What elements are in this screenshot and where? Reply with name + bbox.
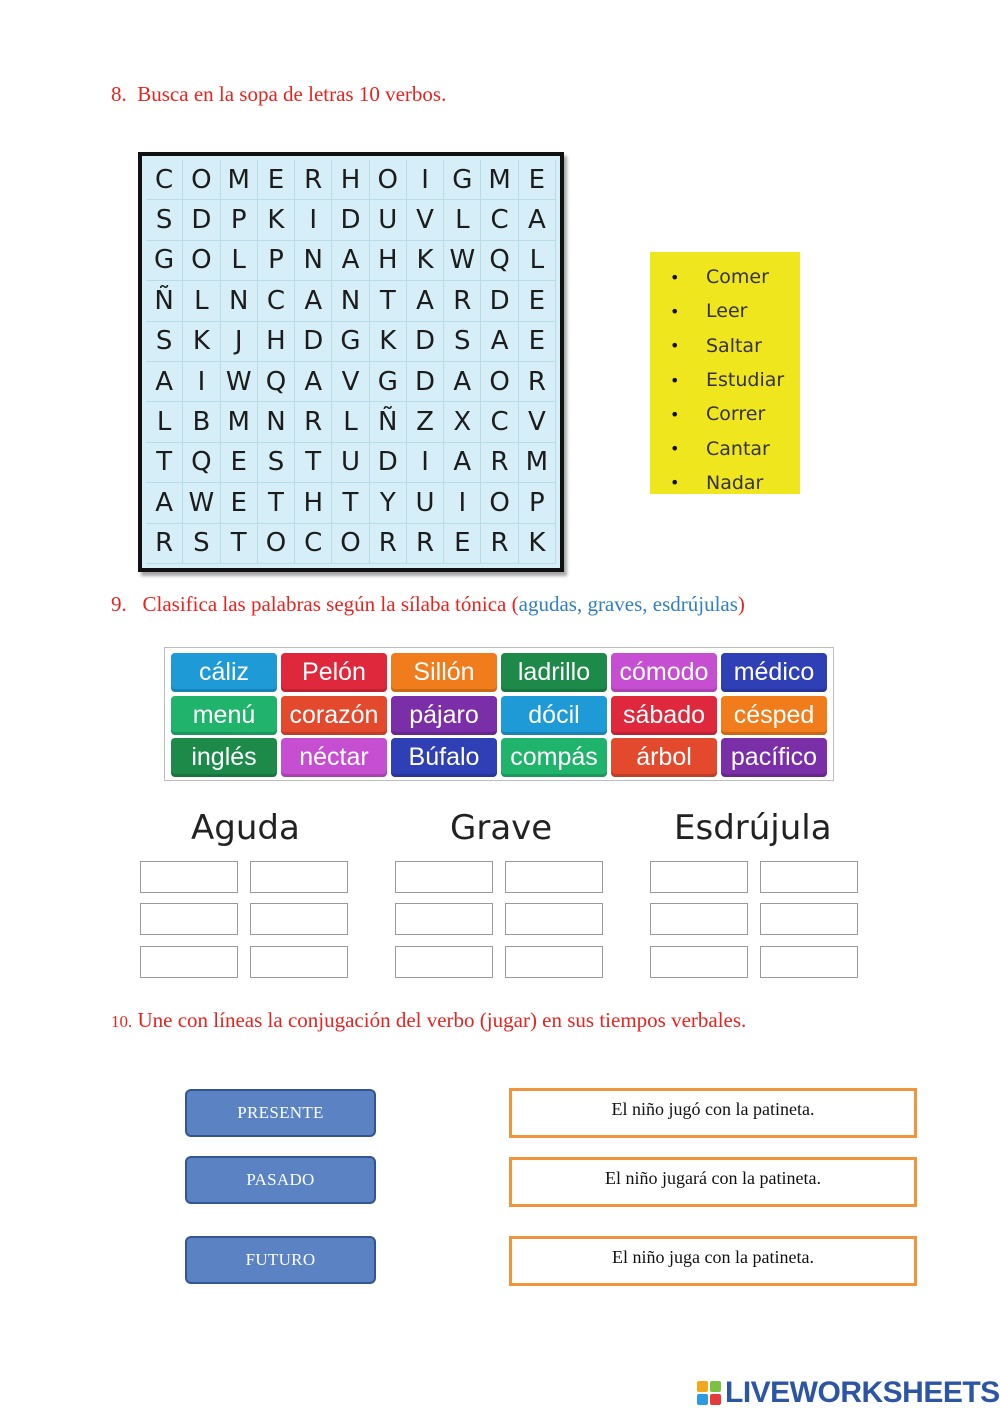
grid-cell[interactable]: L — [332, 402, 369, 442]
grid-cell[interactable]: H — [332, 160, 369, 200]
grid-cell[interactable]: T — [146, 443, 183, 483]
verb-text: Saltar — [706, 334, 762, 357]
word-tile[interactable]: árbol — [611, 738, 717, 777]
grid-cell[interactable]: U — [370, 200, 407, 240]
grid-cell[interactable]: C — [481, 402, 518, 442]
sentence-juga[interactable]: El niño juga con la patineta. — [509, 1236, 917, 1286]
word-tile[interactable]: pájaro — [391, 696, 497, 735]
verb-text: Correr — [706, 403, 766, 426]
grid-cell[interactable]: V — [407, 200, 444, 240]
word-tile[interactable]: cómodo — [611, 653, 717, 692]
grid-cell[interactable]: O — [370, 160, 407, 200]
liveworksheets-logo — [697, 1376, 1000, 1410]
grid-cell[interactable]: R — [370, 524, 407, 564]
sentence-jugo[interactable]: El niño jugó con la patineta. — [509, 1088, 917, 1138]
grid-cell[interactable]: R — [407, 524, 444, 564]
bullet-icon: • — [670, 336, 680, 356]
grid-cell[interactable]: W — [221, 362, 258, 402]
word-tile[interactable]: médico — [721, 653, 827, 692]
question-10-text: Une con líneas la conjugación del verbo (jugar) en sus tiempos verbales. — [137, 1008, 747, 1032]
grid-cell[interactable]: E — [221, 483, 258, 523]
grid-cell[interactable]: L — [146, 402, 183, 442]
grid-cell[interactable]: E — [258, 160, 295, 200]
grid-cell[interactable]: M — [519, 443, 556, 483]
question-9-highlight: agudas, graves, esdrújulas — [518, 592, 738, 616]
logo-mark-icon — [697, 1381, 721, 1405]
grid-cell[interactable]: D — [332, 200, 369, 240]
grid-cell[interactable]: D — [183, 200, 220, 240]
grid-cell[interactable]: G — [146, 241, 183, 281]
grid-cell[interactable]: X — [444, 402, 481, 442]
grid-cell[interactable]: P — [258, 241, 295, 281]
verb-list-item — [670, 329, 800, 363]
word-tile[interactable]: corazón — [281, 696, 387, 735]
word-tile[interactable]: cáliz — [171, 653, 277, 692]
word-tile[interactable]: dócil — [501, 696, 607, 735]
grid-cell[interactable]: U — [332, 443, 369, 483]
grid-cell[interactable]: D — [295, 322, 332, 362]
grid-cell[interactable]: V — [332, 362, 369, 402]
grid-cell[interactable]: L — [519, 241, 556, 281]
grid-cell[interactable]: Q — [183, 443, 220, 483]
answer-slot-grave[interactable] — [505, 903, 603, 935]
grid-cell[interactable]: O — [183, 160, 220, 200]
answer-slot-aguda[interactable] — [250, 861, 348, 893]
grid-cell[interactable]: K — [370, 322, 407, 362]
grid-cell[interactable]: A — [444, 362, 481, 402]
grid-cell[interactable]: R — [519, 362, 556, 402]
bullet-icon: • — [670, 404, 680, 424]
bullet-icon: • — [670, 370, 680, 390]
grid-cell[interactable]: A — [519, 200, 556, 240]
grid-cell[interactable]: C — [481, 200, 518, 240]
answer-slot-grave[interactable] — [395, 861, 493, 893]
answer-slot-grave[interactable] — [395, 903, 493, 935]
grid-cell[interactable]: S — [444, 322, 481, 362]
grid-cell[interactable]: E — [444, 524, 481, 564]
category-aguda-heading: Aguda — [191, 808, 300, 848]
grid-cell[interactable]: E — [519, 160, 556, 200]
grid-cell[interactable]: G — [332, 322, 369, 362]
answer-slot-grave[interactable] — [505, 946, 603, 978]
word-tile[interactable]: inglés — [171, 738, 277, 777]
word-tile[interactable]: pacífico — [721, 738, 827, 777]
answer-slot-esdrujula[interactable] — [650, 903, 748, 935]
question-9-number: 9. — [111, 592, 127, 616]
word-tile[interactable]: menú — [171, 696, 277, 735]
answer-slot-aguda[interactable] — [140, 946, 238, 978]
grid-cell[interactable]: B — [183, 402, 220, 442]
grid-cell[interactable]: S — [146, 200, 183, 240]
verb-list-item — [670, 431, 800, 465]
grid-cell[interactable]: O — [258, 524, 295, 564]
bullet-icon: • — [670, 301, 680, 321]
grid-cell[interactable]: R — [481, 524, 518, 564]
grid-cell[interactable]: K — [407, 241, 444, 281]
grid-cell[interactable]: T — [370, 281, 407, 321]
grid-cell[interactable]: D — [407, 362, 444, 402]
grid-cell[interactable]: A — [295, 362, 332, 402]
grid-cell[interactable]: A — [295, 281, 332, 321]
grid-cell[interactable]: R — [295, 160, 332, 200]
grid-cell[interactable]: M — [481, 160, 518, 200]
grid-cell[interactable]: O — [481, 362, 518, 402]
grid-cell[interactable]: S — [258, 443, 295, 483]
grid-cell[interactable]: N — [295, 241, 332, 281]
grid-cell[interactable]: Z — [407, 402, 444, 442]
grid-cell[interactable]: P — [519, 483, 556, 523]
verb-text: Cantar — [706, 437, 770, 460]
grid-cell[interactable]: I — [407, 160, 444, 200]
verb-list-item — [670, 397, 800, 431]
word-search-grid — [138, 152, 564, 572]
word-tile[interactable]: Sillón — [391, 653, 497, 692]
grid-cell[interactable]: P — [221, 200, 258, 240]
tense-pasado[interactable]: PASADO — [185, 1156, 376, 1204]
answer-slot-esdrujula[interactable] — [650, 861, 748, 893]
grid-cell[interactable]: A — [444, 443, 481, 483]
grid-cell[interactable]: V — [519, 402, 556, 442]
grid-cell[interactable]: Y — [370, 483, 407, 523]
grid-cell[interactable]: U — [407, 483, 444, 523]
bullet-icon: • — [670, 267, 680, 287]
answer-slot-esdrujula[interactable] — [650, 946, 748, 978]
grid-cell[interactable]: S — [183, 524, 220, 564]
question-8-title — [111, 82, 446, 107]
answer-slot-esdrujula[interactable] — [760, 903, 858, 935]
grid-cell[interactable]: A — [481, 322, 518, 362]
grid-cell[interactable]: Q — [481, 241, 518, 281]
bullet-icon: • — [670, 439, 680, 459]
tense-futuro[interactable]: FUTURO — [185, 1236, 376, 1284]
verb-text: Leer — [706, 300, 748, 323]
grid-cell[interactable]: N — [258, 402, 295, 442]
grid-cell[interactable]: D — [481, 281, 518, 321]
grid-cell[interactable]: K — [258, 200, 295, 240]
verb-list-box — [650, 252, 800, 494]
word-tile[interactable]: néctar — [281, 738, 387, 777]
verb-list-item — [670, 466, 800, 500]
grid-cell[interactable]: T — [332, 483, 369, 523]
grid-cell[interactable]: T — [221, 524, 258, 564]
question-10-title — [111, 1008, 746, 1033]
verb-list-item — [670, 363, 800, 397]
answer-slot-grave[interactable] — [505, 861, 603, 893]
grid-cell[interactable]: K — [183, 322, 220, 362]
grid-cell[interactable]: I — [183, 362, 220, 402]
grid-cell[interactable]: H — [258, 322, 295, 362]
grid-cell[interactable]: G — [444, 160, 481, 200]
grid-cell[interactable]: R — [295, 402, 332, 442]
tense-presente[interactable]: PRESENTE — [185, 1089, 376, 1137]
verb-text: Comer — [706, 266, 769, 289]
word-tile[interactable]: Búfalo — [391, 738, 497, 777]
word-tile[interactable]: sábado — [611, 696, 717, 735]
grid-cell[interactable]: A — [146, 483, 183, 523]
grid-cell[interactable]: A — [146, 362, 183, 402]
grid-cell[interactable]: Q — [258, 362, 295, 402]
grid-cell[interactable]: I — [407, 443, 444, 483]
verb-list-item — [670, 260, 800, 294]
grid-cell[interactable]: L — [183, 281, 220, 321]
logo-square — [697, 1381, 708, 1392]
question-8-number: 8. — [111, 82, 127, 106]
word-tile[interactable]: césped — [721, 696, 827, 735]
grid-cell[interactable]: D — [370, 443, 407, 483]
grid-cell[interactable]: I — [444, 483, 481, 523]
verb-text: Estudiar — [706, 369, 785, 392]
question-9-title — [111, 592, 745, 617]
verb-list-item — [670, 294, 800, 328]
grid-cell[interactable]: N — [221, 281, 258, 321]
grid-cell[interactable]: S — [146, 322, 183, 362]
grid-cell[interactable]: H — [370, 241, 407, 281]
grid-cell[interactable]: O — [332, 524, 369, 564]
grid-cell[interactable]: R — [444, 281, 481, 321]
answer-slot-aguda[interactable] — [140, 903, 238, 935]
grid-cell[interactable]: W — [444, 241, 481, 281]
question-8-text: Busca en la sopa de letras 10 verbos. — [137, 82, 447, 106]
word-tiles-panel — [164, 647, 834, 781]
answer-slot-esdrujula[interactable] — [760, 861, 858, 893]
grid-cell[interactable]: H — [295, 483, 332, 523]
grid-cell[interactable]: L — [221, 241, 258, 281]
logo-square — [710, 1381, 721, 1392]
grid-cell[interactable]: A — [407, 281, 444, 321]
grid-cell[interactable]: E — [221, 443, 258, 483]
question-10-number: 10. — [111, 1012, 133, 1031]
grid-cell[interactable]: O — [481, 483, 518, 523]
grid-cell[interactable]: T — [295, 443, 332, 483]
grid-cell[interactable]: E — [519, 281, 556, 321]
grid-cell[interactable]: Ñ — [146, 281, 183, 321]
grid-cell[interactable]: A — [332, 241, 369, 281]
logo-square — [697, 1394, 708, 1405]
category-esdrujula-heading: Esdrújula — [674, 808, 832, 848]
question-9-text: Clasifica las palabras según la sílaba tónica ( — [142, 592, 519, 616]
grid-cell[interactable]: W — [183, 483, 220, 523]
word-tile[interactable]: Pelón — [281, 653, 387, 692]
grid-cell[interactable]: E — [519, 322, 556, 362]
grid-cell[interactable]: R — [481, 443, 518, 483]
grid-cell[interactable]: L — [444, 200, 481, 240]
answer-slot-aguda[interactable] — [140, 861, 238, 893]
bullet-icon: • — [670, 473, 680, 493]
grid-cell[interactable]: R — [146, 524, 183, 564]
answer-slot-aguda[interactable] — [250, 946, 348, 978]
category-grave-heading: Grave — [450, 808, 553, 848]
grid-cell[interactable]: C — [295, 524, 332, 564]
grid-cell[interactable]: C — [258, 281, 295, 321]
logo-square — [710, 1394, 721, 1405]
grid-cell[interactable]: K — [519, 524, 556, 564]
answer-slot-aguda[interactable] — [250, 903, 348, 935]
grid-cell[interactable]: O — [183, 241, 220, 281]
logo-text: LIVEWORKSHEETS — [725, 1376, 1000, 1409]
grid-cell[interactable]: C — [146, 160, 183, 200]
word-tile[interactable]: compás — [501, 738, 607, 777]
sentence-jugara[interactable]: El niño jugará con la patineta. — [509, 1157, 917, 1207]
answer-slot-grave[interactable] — [395, 946, 493, 978]
answer-slot-esdrujula[interactable] — [760, 946, 858, 978]
grid-cell[interactable]: N — [332, 281, 369, 321]
grid-cell[interactable]: I — [295, 200, 332, 240]
grid-cell[interactable]: Ñ — [370, 402, 407, 442]
grid-cell[interactable]: T — [258, 483, 295, 523]
grid-cell[interactable]: M — [221, 402, 258, 442]
grid-cell[interactable]: M — [221, 160, 258, 200]
grid-cell[interactable]: G — [370, 362, 407, 402]
grid-cell[interactable]: J — [221, 322, 258, 362]
grid-cell[interactable]: D — [407, 322, 444, 362]
word-tile[interactable]: ladrillo — [501, 653, 607, 692]
question-9-text-end: ) — [737, 592, 745, 616]
verb-text: Nadar — [706, 471, 764, 494]
